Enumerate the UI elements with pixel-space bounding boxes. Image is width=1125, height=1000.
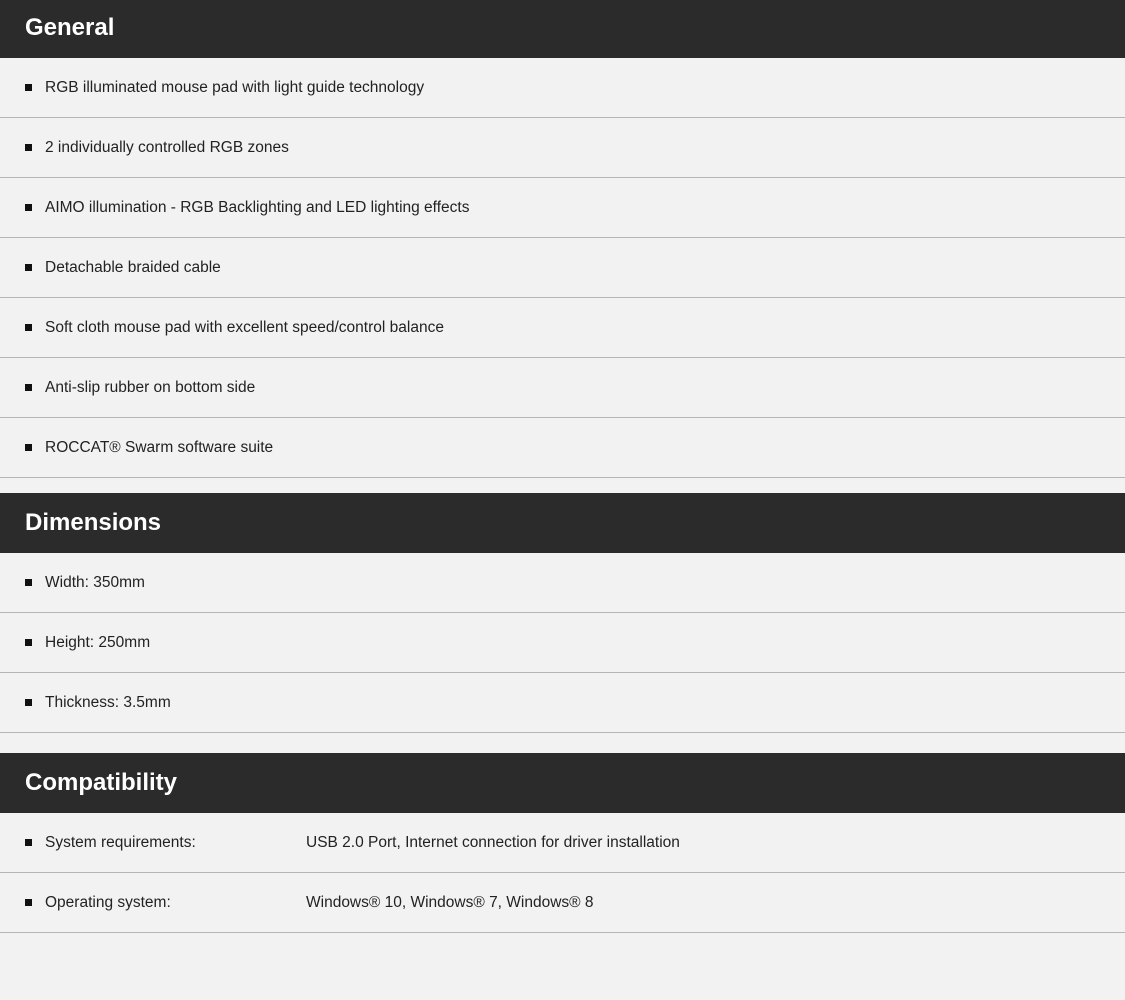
- spec-label: System requirements:: [45, 833, 196, 851]
- compatibility-list: [0, 813, 1125, 933]
- list-item: [0, 358, 1125, 418]
- square-bullet-icon: [25, 899, 32, 906]
- square-bullet-icon: [25, 579, 32, 586]
- general-feature-list: [0, 58, 1125, 478]
- square-bullet-icon: [25, 444, 32, 451]
- square-bullet-icon: [25, 639, 32, 646]
- dimensions-list: [0, 553, 1125, 733]
- section-dimensions: [0, 493, 1125, 733]
- spec-value: USB 2.0 Port, Internet connection for driver installation: [306, 833, 680, 851]
- list-item: [0, 298, 1125, 358]
- list-item: [0, 118, 1125, 178]
- section-title-compatibility: Compatibility: [0, 753, 1125, 813]
- list-item: [0, 58, 1125, 118]
- list-item-text: Anti-slip rubber on bottom side: [45, 378, 256, 396]
- list-item-text: Detachable braided cable: [45, 258, 221, 276]
- list-item-text: ROCCAT® Swarm software suite: [45, 438, 274, 456]
- square-bullet-icon: [25, 699, 32, 706]
- list-item: [0, 673, 1125, 733]
- spec-row: [0, 813, 1125, 873]
- square-bullet-icon: [25, 84, 32, 91]
- section-general: [0, 0, 1125, 478]
- square-bullet-icon: [25, 324, 32, 331]
- square-bullet-icon: [25, 384, 32, 391]
- list-item: [0, 613, 1125, 673]
- square-bullet-icon: [25, 144, 32, 151]
- spec-row: [0, 873, 1125, 933]
- spec-value: Windows® 10, Windows® 7, Windows® 8: [306, 893, 594, 911]
- list-item: [0, 418, 1125, 478]
- list-item: [0, 238, 1125, 298]
- section-title-general: General: [0, 0, 1125, 58]
- list-item-text: Thickness: 3.5mm: [45, 693, 171, 711]
- list-item-text: Soft cloth mouse pad with excellent speed/control balance: [45, 318, 444, 336]
- section-title-dimensions: Dimensions: [0, 493, 1125, 553]
- section-compatibility: [0, 753, 1125, 933]
- list-item-text: AIMO illumination - RGB Backlighting and LED lighting effects: [45, 198, 470, 216]
- list-item: [0, 553, 1125, 613]
- list-item: [0, 178, 1125, 238]
- square-bullet-icon: [25, 839, 32, 846]
- spec-label: Operating system:: [45, 893, 171, 911]
- list-item-text: Width: 350mm: [45, 573, 145, 591]
- list-item-text: Height: 250mm: [45, 633, 151, 651]
- list-item-text: RGB illuminated mouse pad with light guide technology: [45, 78, 425, 96]
- square-bullet-icon: [25, 264, 32, 271]
- list-item-text: 2 individually controlled RGB zones: [45, 138, 289, 156]
- square-bullet-icon: [25, 204, 32, 211]
